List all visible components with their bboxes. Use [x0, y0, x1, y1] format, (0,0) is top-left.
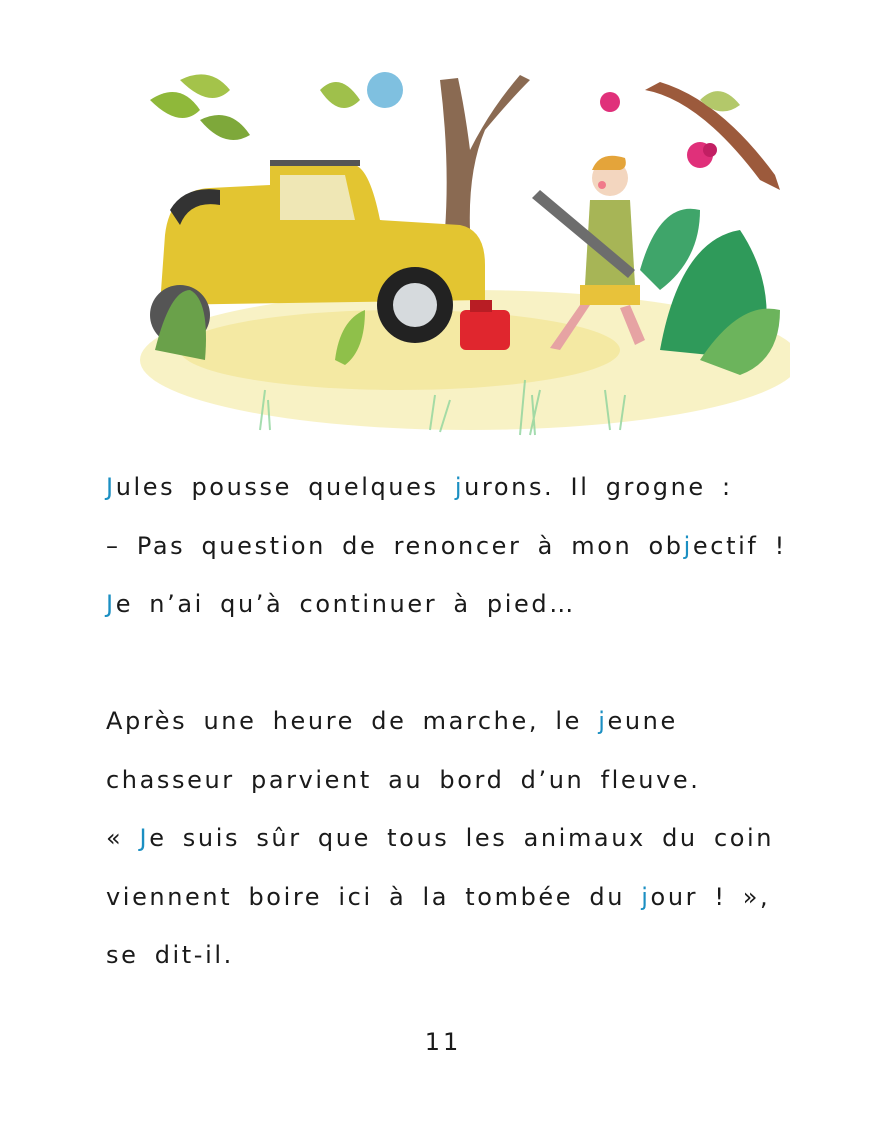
highlighted-letter: j: [598, 707, 608, 735]
text-segment: e n’ai qu’à continuer à pied…: [115, 590, 576, 618]
text-line: [106, 926, 826, 985]
highlighted-letter: J: [106, 473, 116, 501]
highlighted-letter: J: [139, 824, 150, 852]
jungle-jeep-illustration: [140, 60, 790, 440]
text-segment: – Pas question de renoncer à mon ob: [106, 531, 684, 560]
text-segment: «: [106, 824, 140, 852]
text-line: [106, 575, 826, 634]
highlighted-letter: j: [641, 882, 651, 911]
text-line: [106, 809, 826, 868]
text-segment: urons. Il grogne :: [464, 473, 733, 501]
text-segment: ules pousse quelques: [115, 473, 455, 501]
text-segment: Après une heure de marche, le: [106, 707, 599, 735]
paragraph-gap: [106, 634, 826, 693]
highlighted-letter: j: [454, 473, 465, 501]
text-segment: chasseur parvient au bord d’un fleuve.: [106, 765, 701, 794]
text-segment: ectif !: [692, 531, 787, 560]
text-segment: eune: [607, 707, 678, 735]
text-line: [106, 692, 826, 751]
story-text: [106, 458, 826, 985]
text-segment: e suis sûr que tous les animaux du coin: [149, 824, 775, 852]
highlighted-letter: J: [106, 590, 116, 618]
highlighted-letter: j: [683, 531, 693, 560]
text-line: [106, 458, 826, 517]
text-line: [106, 751, 826, 810]
text-segment: se dit-il.: [106, 941, 234, 969]
text-line: [106, 517, 826, 576]
text-line: [106, 868, 826, 927]
text-segment: our ! »,: [650, 882, 771, 911]
text-segment: viennent boire ici à la tombée du: [106, 882, 642, 911]
page-number: 11: [424, 1028, 462, 1056]
